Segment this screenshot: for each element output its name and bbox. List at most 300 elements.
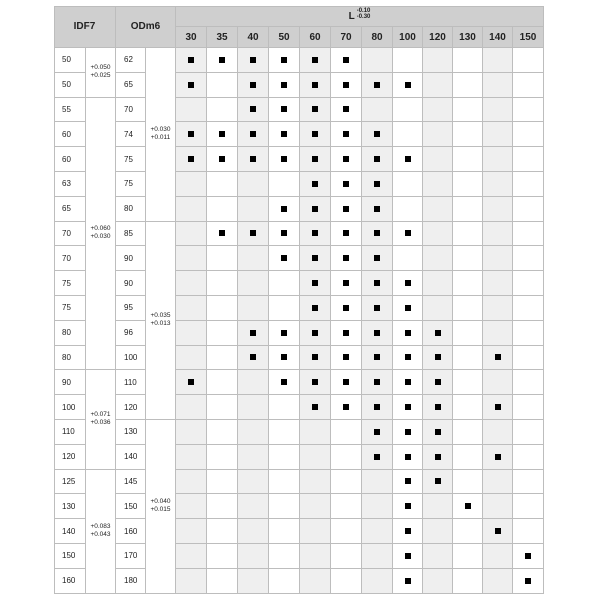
od-value: 160 (116, 519, 146, 544)
length-cell (453, 222, 483, 247)
available-mark (250, 106, 256, 112)
length-cell (269, 172, 300, 197)
length-cell (207, 271, 238, 296)
length-cell (423, 445, 453, 470)
available-mark (435, 429, 441, 435)
length-header (176, 6, 544, 27)
length-cell (423, 222, 453, 247)
available-mark (250, 131, 256, 137)
length-cell (331, 346, 362, 371)
available-mark (495, 404, 501, 410)
available-mark (343, 206, 349, 212)
length-cell (269, 246, 300, 271)
length-cell (238, 246, 269, 271)
length-cell (483, 346, 513, 371)
id-value: 65 (54, 197, 86, 222)
id-tolerance (86, 470, 116, 594)
length-cell (362, 395, 393, 420)
length-cell (269, 296, 300, 321)
available-mark (219, 57, 225, 63)
available-mark (312, 206, 318, 212)
length-cell (483, 147, 513, 172)
available-mark (435, 454, 441, 460)
length-cell (331, 569, 362, 594)
available-mark (405, 553, 411, 559)
length-cell (362, 271, 393, 296)
od-value: 65 (116, 73, 146, 98)
od-value: 130 (116, 420, 146, 445)
available-mark (312, 156, 318, 162)
length-cell (362, 98, 393, 123)
id-value: 90 (54, 370, 86, 395)
id-tolerance-lower: +0.030 (90, 233, 111, 241)
length-cell (176, 420, 207, 445)
available-mark (405, 528, 411, 534)
available-mark (374, 156, 380, 162)
length-cell (300, 246, 331, 271)
length-cell (331, 370, 362, 395)
length-cell (513, 321, 544, 346)
length-cell (300, 445, 331, 470)
available-mark (281, 156, 287, 162)
available-mark (374, 181, 380, 187)
length-cell (207, 321, 238, 346)
length-col-60: 60 (300, 27, 331, 48)
length-cell (423, 569, 453, 594)
length-cell (238, 122, 269, 147)
length-cell (393, 346, 423, 371)
length-cell (393, 48, 423, 73)
length-cell (176, 172, 207, 197)
available-mark (405, 429, 411, 435)
od-value: 170 (116, 544, 146, 569)
length-cell (393, 420, 423, 445)
length-cell (453, 122, 483, 147)
length-cell (423, 98, 453, 123)
available-mark (374, 330, 380, 336)
length-cell (362, 73, 393, 98)
length-cell (331, 544, 362, 569)
length-cell (393, 494, 423, 519)
length-cell (513, 172, 544, 197)
length-cell (513, 420, 544, 445)
length-cell (423, 519, 453, 544)
length-cell (483, 122, 513, 147)
length-cell (483, 48, 513, 73)
length-cell (513, 271, 544, 296)
length-cell (453, 296, 483, 321)
length-cell (176, 445, 207, 470)
available-mark (343, 82, 349, 88)
length-cell (238, 494, 269, 519)
length-cell (423, 321, 453, 346)
length-cell (238, 271, 269, 296)
available-mark (312, 131, 318, 137)
available-mark (405, 305, 411, 311)
available-mark (343, 255, 349, 261)
length-cell (423, 370, 453, 395)
available-mark (374, 429, 380, 435)
length-cell (300, 296, 331, 321)
available-mark (374, 131, 380, 137)
length-cell (393, 395, 423, 420)
length-cell (362, 420, 393, 445)
available-mark (312, 330, 318, 336)
length-cell (423, 296, 453, 321)
length-cell (331, 420, 362, 445)
length-cell (300, 346, 331, 371)
available-mark (281, 230, 287, 236)
available-mark (405, 578, 411, 584)
od-value: 75 (116, 172, 146, 197)
length-cell (176, 544, 207, 569)
available-mark (188, 82, 194, 88)
length-cell (453, 370, 483, 395)
length-cell (393, 321, 423, 346)
od-value: 75 (116, 147, 146, 172)
length-cell (483, 246, 513, 271)
available-mark (343, 305, 349, 311)
od-value: 100 (116, 346, 146, 371)
length-cell (331, 296, 362, 321)
od-value: 90 (116, 246, 146, 271)
length-cell (238, 420, 269, 445)
length-cell (176, 147, 207, 172)
length-cell (269, 271, 300, 296)
length-cell (176, 296, 207, 321)
length-cell (362, 445, 393, 470)
length-cell (176, 494, 207, 519)
available-mark (525, 578, 531, 584)
length-cell (300, 519, 331, 544)
length-cell (393, 122, 423, 147)
available-mark (250, 330, 256, 336)
length-cell (331, 494, 362, 519)
available-mark (343, 106, 349, 112)
available-mark (525, 553, 531, 559)
length-cell (207, 147, 238, 172)
length-cell (207, 222, 238, 247)
length-cell (269, 197, 300, 222)
od-tolerance-upper: +0.030 (150, 126, 171, 134)
id-tolerance-lower: +0.043 (90, 531, 111, 539)
length-cell (513, 73, 544, 98)
length-cell (207, 346, 238, 371)
available-mark (374, 206, 380, 212)
available-mark (435, 354, 441, 360)
length-cell (238, 470, 269, 495)
length-cell (393, 147, 423, 172)
available-mark (312, 404, 318, 410)
available-mark (188, 156, 194, 162)
length-col-50: 50 (269, 27, 300, 48)
length-cell (269, 544, 300, 569)
length-cell (453, 470, 483, 495)
length-cell (483, 98, 513, 123)
length-cell (207, 172, 238, 197)
length-cell (207, 470, 238, 495)
id-value: 140 (54, 519, 86, 544)
length-cell (453, 271, 483, 296)
available-mark (374, 255, 380, 261)
length-cell (513, 98, 544, 123)
available-mark (312, 230, 318, 236)
length-cell (513, 494, 544, 519)
length-cell (393, 222, 423, 247)
length-cell (238, 370, 269, 395)
length-cell (300, 98, 331, 123)
length-cell (207, 445, 238, 470)
length-cell (483, 494, 513, 519)
length-cell (207, 197, 238, 222)
available-mark (188, 57, 194, 63)
length-cell (513, 569, 544, 594)
length-cell (362, 569, 393, 594)
length-col-140: 140 (483, 27, 513, 48)
available-mark (343, 181, 349, 187)
available-mark (250, 82, 256, 88)
available-mark (281, 131, 287, 137)
length-cell (331, 271, 362, 296)
length-cell (423, 246, 453, 271)
length-cell (513, 519, 544, 544)
length-col-40: 40 (238, 27, 269, 48)
length-cell (513, 147, 544, 172)
length-cell (176, 395, 207, 420)
od-tolerance-lower: +0.011 (150, 134, 171, 142)
od-value: 180 (116, 569, 146, 594)
length-cell (176, 197, 207, 222)
length-cell (453, 98, 483, 123)
available-mark (343, 354, 349, 360)
id-tolerance-upper: +0.071 (90, 411, 111, 419)
length-cell (423, 197, 453, 222)
length-cell (300, 271, 331, 296)
length-cell (393, 519, 423, 544)
available-mark (343, 280, 349, 286)
length-cell (453, 346, 483, 371)
id-value: 130 (54, 494, 86, 519)
length-cell (423, 147, 453, 172)
od-tolerance (146, 420, 176, 594)
length-cell (300, 147, 331, 172)
length-cell (453, 519, 483, 544)
available-mark (343, 330, 349, 336)
id-tolerance (86, 370, 116, 469)
length-cell (453, 445, 483, 470)
length-cell (453, 544, 483, 569)
length-cell (513, 346, 544, 371)
id-value: 120 (54, 445, 86, 470)
od-value: 74 (116, 122, 146, 147)
length-cell (269, 222, 300, 247)
length-cell (483, 73, 513, 98)
length-cell (453, 246, 483, 271)
available-mark (343, 379, 349, 385)
available-mark (374, 280, 380, 286)
length-cell (423, 395, 453, 420)
available-mark (405, 330, 411, 336)
available-mark (495, 354, 501, 360)
length-cell (176, 222, 207, 247)
length-cell (269, 122, 300, 147)
length-cell (207, 519, 238, 544)
available-mark (219, 131, 225, 137)
length-cell (331, 395, 362, 420)
available-mark (250, 57, 256, 63)
od-value: 145 (116, 470, 146, 495)
length-cell (513, 395, 544, 420)
length-cell (393, 569, 423, 594)
id-value: 70 (54, 222, 86, 247)
available-mark (405, 478, 411, 484)
available-mark (343, 131, 349, 137)
length-cell (393, 470, 423, 495)
length-cell (513, 445, 544, 470)
id-value: 70 (54, 246, 86, 271)
length-col-120: 120 (423, 27, 453, 48)
available-mark (281, 206, 287, 212)
length-col-130: 130 (453, 27, 483, 48)
length-cell (362, 470, 393, 495)
length-cell (483, 197, 513, 222)
available-mark (281, 354, 287, 360)
available-mark (312, 255, 318, 261)
length-cell (207, 296, 238, 321)
length-tolerance-upper: -0.10 (356, 8, 371, 14)
length-cell (238, 147, 269, 172)
available-mark (435, 330, 441, 336)
length-cell (362, 370, 393, 395)
length-cell (393, 197, 423, 222)
id-value: 80 (54, 321, 86, 346)
available-mark (435, 478, 441, 484)
length-cell (269, 395, 300, 420)
length-cell (453, 569, 483, 594)
length-col-80: 80 (362, 27, 393, 48)
length-cell (300, 470, 331, 495)
length-cell (238, 48, 269, 73)
length-cell (362, 296, 393, 321)
id-value: 80 (54, 346, 86, 371)
available-mark (250, 156, 256, 162)
available-mark (374, 354, 380, 360)
length-cell (393, 544, 423, 569)
available-mark (405, 454, 411, 460)
id-tolerance-lower: +0.036 (90, 419, 111, 427)
length-col-35: 35 (207, 27, 238, 48)
id-value: 110 (54, 420, 86, 445)
length-cell (483, 445, 513, 470)
length-tolerance (357, 8, 371, 20)
id-value: 100 (54, 395, 86, 420)
length-cell (483, 271, 513, 296)
length-cell (269, 98, 300, 123)
length-cell (453, 321, 483, 346)
od-value: 80 (116, 197, 146, 222)
length-cell (393, 73, 423, 98)
length-cell (423, 544, 453, 569)
length-cell (300, 321, 331, 346)
od-value: 140 (116, 445, 146, 470)
od-tolerance-upper: +0.035 (150, 312, 171, 320)
length-label: L (348, 10, 355, 22)
available-mark (405, 82, 411, 88)
length-cell (362, 346, 393, 371)
length-cell (176, 122, 207, 147)
length-cell (331, 147, 362, 172)
length-cell (483, 321, 513, 346)
size-table (54, 6, 544, 594)
length-cell (331, 445, 362, 470)
length-cell (393, 445, 423, 470)
length-cell (207, 420, 238, 445)
length-cell (269, 569, 300, 594)
available-mark (312, 57, 318, 63)
available-mark (495, 454, 501, 460)
length-cell (362, 48, 393, 73)
length-cell (331, 246, 362, 271)
length-cell (483, 222, 513, 247)
length-cell (176, 569, 207, 594)
available-mark (374, 454, 380, 460)
available-mark (343, 57, 349, 63)
length-cell (238, 321, 269, 346)
length-cell (300, 569, 331, 594)
length-cell (453, 494, 483, 519)
length-cell (207, 544, 238, 569)
available-mark (465, 503, 471, 509)
available-mark (188, 379, 194, 385)
available-mark (405, 280, 411, 286)
length-cell (269, 321, 300, 346)
length-cell (453, 197, 483, 222)
length-cell (393, 172, 423, 197)
available-mark (312, 305, 318, 311)
length-cell (269, 494, 300, 519)
length-cell (362, 519, 393, 544)
id-value: 63 (54, 172, 86, 197)
id-value: 60 (54, 147, 86, 172)
id-tolerance (86, 48, 116, 98)
od-tolerance-lower: +0.015 (150, 506, 171, 514)
length-cell (207, 122, 238, 147)
od-value: 150 (116, 494, 146, 519)
available-mark (281, 57, 287, 63)
od-tolerance-upper: +0.040 (150, 498, 171, 506)
length-cell (362, 172, 393, 197)
available-mark (405, 354, 411, 360)
length-cell (331, 73, 362, 98)
available-mark (374, 82, 380, 88)
length-cell (331, 172, 362, 197)
odm6-header: ODm6 (116, 6, 176, 48)
available-mark (405, 156, 411, 162)
od-value: 120 (116, 395, 146, 420)
length-cell (269, 470, 300, 495)
length-cell (331, 222, 362, 247)
length-cell (453, 420, 483, 445)
available-mark (374, 379, 380, 385)
length-cell (269, 370, 300, 395)
length-cell (176, 73, 207, 98)
available-mark (435, 404, 441, 410)
length-cell (176, 271, 207, 296)
length-cell (393, 370, 423, 395)
length-cell (300, 494, 331, 519)
available-mark (495, 528, 501, 534)
length-cell (513, 48, 544, 73)
